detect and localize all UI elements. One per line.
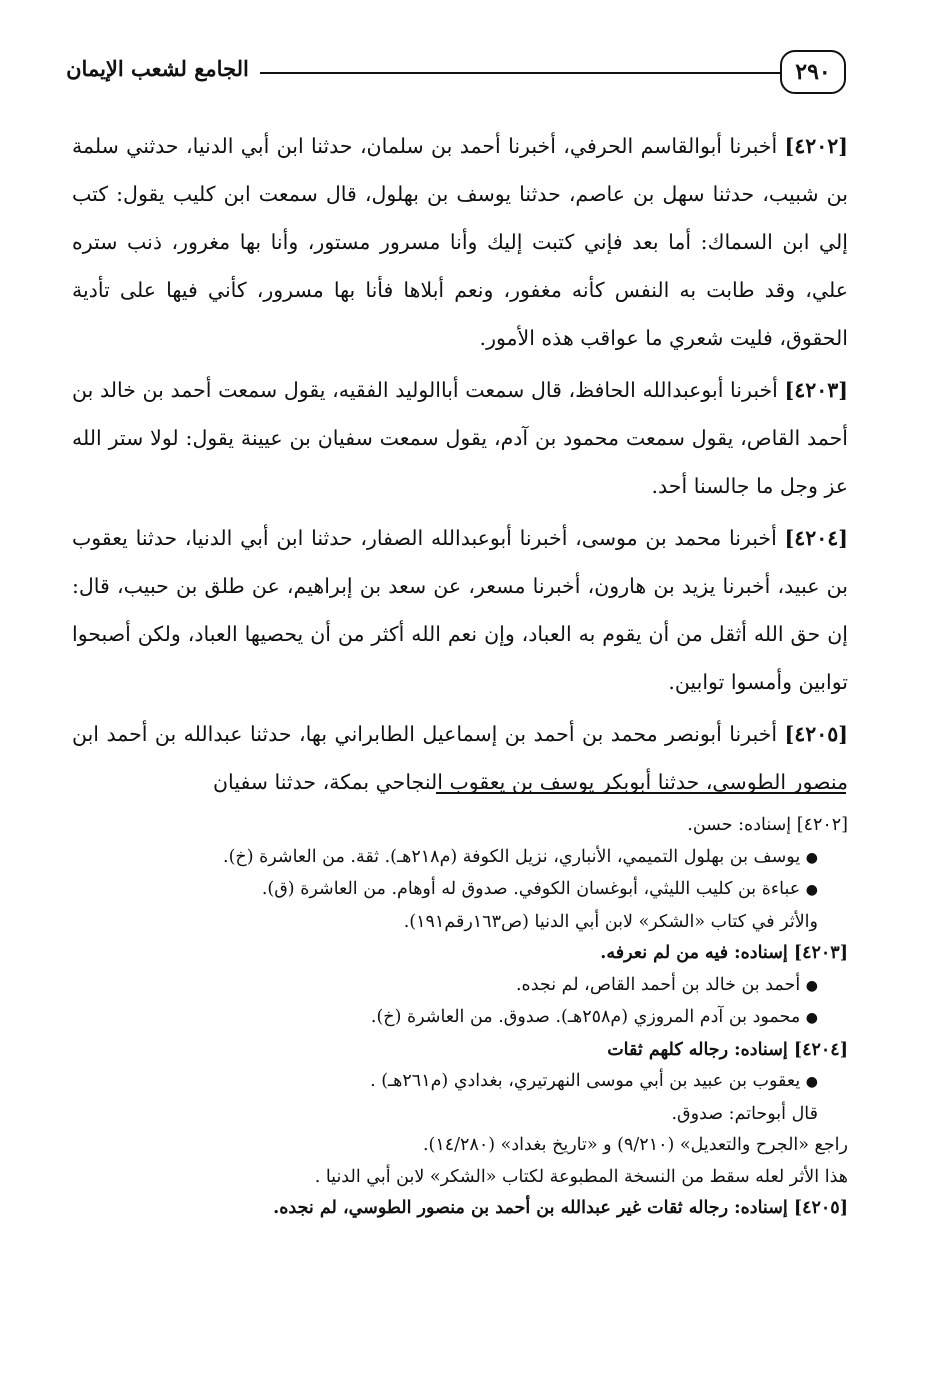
footnote-4202-bullet-2: ● عباءة بن كليب الليثي، أبوغسان الكوفي. صدوق له أوهام. من العاشرة (ق). — [261, 879, 818, 899]
footnote-4204-bullet-1: ● يعقوب بن عبيد بن أبي موسى النهرتيري، بغدادي (م٢٦١هـ) . — [370, 1071, 818, 1091]
footnotes — [72, 810, 848, 1225]
footnote-number: [٤٢٠٢] — [796, 815, 848, 835]
header-rule — [260, 72, 780, 74]
narration-4203 — [72, 366, 848, 510]
footnote-4203-heading — [72, 938, 848, 970]
footnote-4205-heading — [72, 1193, 848, 1225]
main-text — [72, 122, 848, 810]
footnote-verdict: حسن. — [687, 815, 733, 835]
narration-text: أخبرنا أبوالقاسم الحرفي، أخبرنا أحمد بن سلمان، حدثنا ابن أبي الدنيا، حدثني سلمة بن شبيب، حدثنا سهل بن عاصم، حدثنا يوسف بن بهلول، قال سمعت ابن كليب يقول: كتب إلي ابن السماك: أما بعد فإني كتبت إليك وأنا مسرور مستور، وأنا بها مغرور، ذنب ستره علي، وقد طابت به النفس كأنه مغفور، ونعم أبلاها فأنا بها مسرور، كأني فيها على تأدية الحقوق، فليت شعري ما عواقب هذه الأمور. — [72, 134, 848, 350]
narration-text: أخبرنا أبونصر محمد بن أحمد بن إسماعيل الطابراني بها، حدثنا عبدالله بن أحمد ابن منصور الطوسي، حدثنا أبوبكر يوسف بن يعقوب النجاحي بمكة، حدثنا سفيان — [72, 722, 848, 794]
footnote-label: إسناده: — [734, 1039, 788, 1060]
footnote-4204-line-2: قال أبوحاتم: صدوق. — [671, 1103, 818, 1124]
footnote-label: إسناده: — [738, 815, 792, 835]
narration-number: [٤٢٠٣] — [784, 378, 848, 402]
footnote-4202-heading — [72, 810, 848, 842]
footnote-separator — [436, 792, 846, 794]
footnote-4204-line-4: هذا الأثر لعله سقط من النسخة المطبوعة لكتاب «الشكر» لابن أبي الدنيا . — [314, 1166, 848, 1187]
bullet-icon: ● — [805, 849, 818, 866]
footnote-number: [٤٢٠٥] — [793, 1198, 848, 1218]
footnote-verdict: رجاله ثقات غير عبدالله بن أحمد بن منصور الطوسي، لم نجده. — [273, 1198, 729, 1218]
narration-number: [٤٢٠٥] — [784, 722, 848, 746]
book-title: الجامع لشعب الإيمان — [66, 56, 249, 81]
narration-number: [٤٢٠٢] — [784, 134, 848, 158]
running-header — [60, 48, 852, 98]
footnote-number: [٤٢٠٤] — [793, 1039, 848, 1060]
footnote-4202-note: والأثر في كتاب «الشكر» لابن أبي الدنيا (ص١٦٣رقم١٩١). — [403, 911, 818, 932]
narration-4202 — [72, 122, 848, 362]
bullet-icon: ● — [805, 1010, 818, 1026]
footnote-label: إسناده: — [734, 943, 788, 963]
narration-text: أخبرنا محمد بن موسى، أخبرنا أبوعبدالله الصفار، حدثنا ابن أبي الدنيا، حدثنا يعقوب بن عبيد، أخبرنا يزيد بن هارون، أخبرنا مسعر، عن سعد بن إبراهيم، عن طلق بن حبيب، قال: إن حق الله أثقل من أن يقوم به العباد، وإن نعم الله أكثر من أن يحصيها العباد، ولكن أصبحوا توابين وأمسوا توابين. — [72, 526, 848, 694]
footnote-4203-bullet-2: ● محمود بن آدم المروزي (م٢٥٨هـ). صدوق. من العاشرة (خ). — [370, 1007, 818, 1027]
narration-number: [٤٢٠٤] — [784, 526, 848, 550]
footnote-4204-heading — [72, 1035, 848, 1067]
footnote-number: [٤٢٠٣] — [793, 943, 848, 963]
footnote-verdict: فيه من لم نعرفه. — [600, 943, 729, 963]
bullet-icon: ● — [805, 977, 818, 994]
footnote-4204-line-3: راجع «الجرح والتعديل» (٩/٢١٠) و «تاريخ بغداد» (١٤/٢٨٠). — [422, 1135, 848, 1155]
footnote-verdict: رجاله كلهم ثقات — [607, 1039, 729, 1060]
page-number: ٢٩٠ — [780, 50, 846, 94]
narration-4204 — [72, 514, 848, 706]
narration-text: أخبرنا أبوعبدالله الحافظ، قال سمعت أباالوليد الفقيه، يقول سمعت أحمد بن خالد بن أحمد القاص، يقول سمعت محمود بن آدم، يقول سمعت سفيان بن عيينة يقول: لولا ستر الله عز وجل ما جالسنا أحد. — [72, 378, 848, 498]
footnote-label: إسناده: — [734, 1198, 788, 1218]
bullet-icon: ● — [805, 1074, 818, 1090]
footnote-4203-bullet-1: ● أحمد بن خالد بن أحمد القاص، لم نجده. — [515, 974, 818, 995]
bullet-icon: ● — [805, 882, 818, 898]
footnote-4202-bullet-1: ● يوسف بن بهلول التميمي، الأنباري، نزيل الكوفة (م٢١٨هـ). ثقة. من العاشرة (خ). — [223, 846, 818, 867]
